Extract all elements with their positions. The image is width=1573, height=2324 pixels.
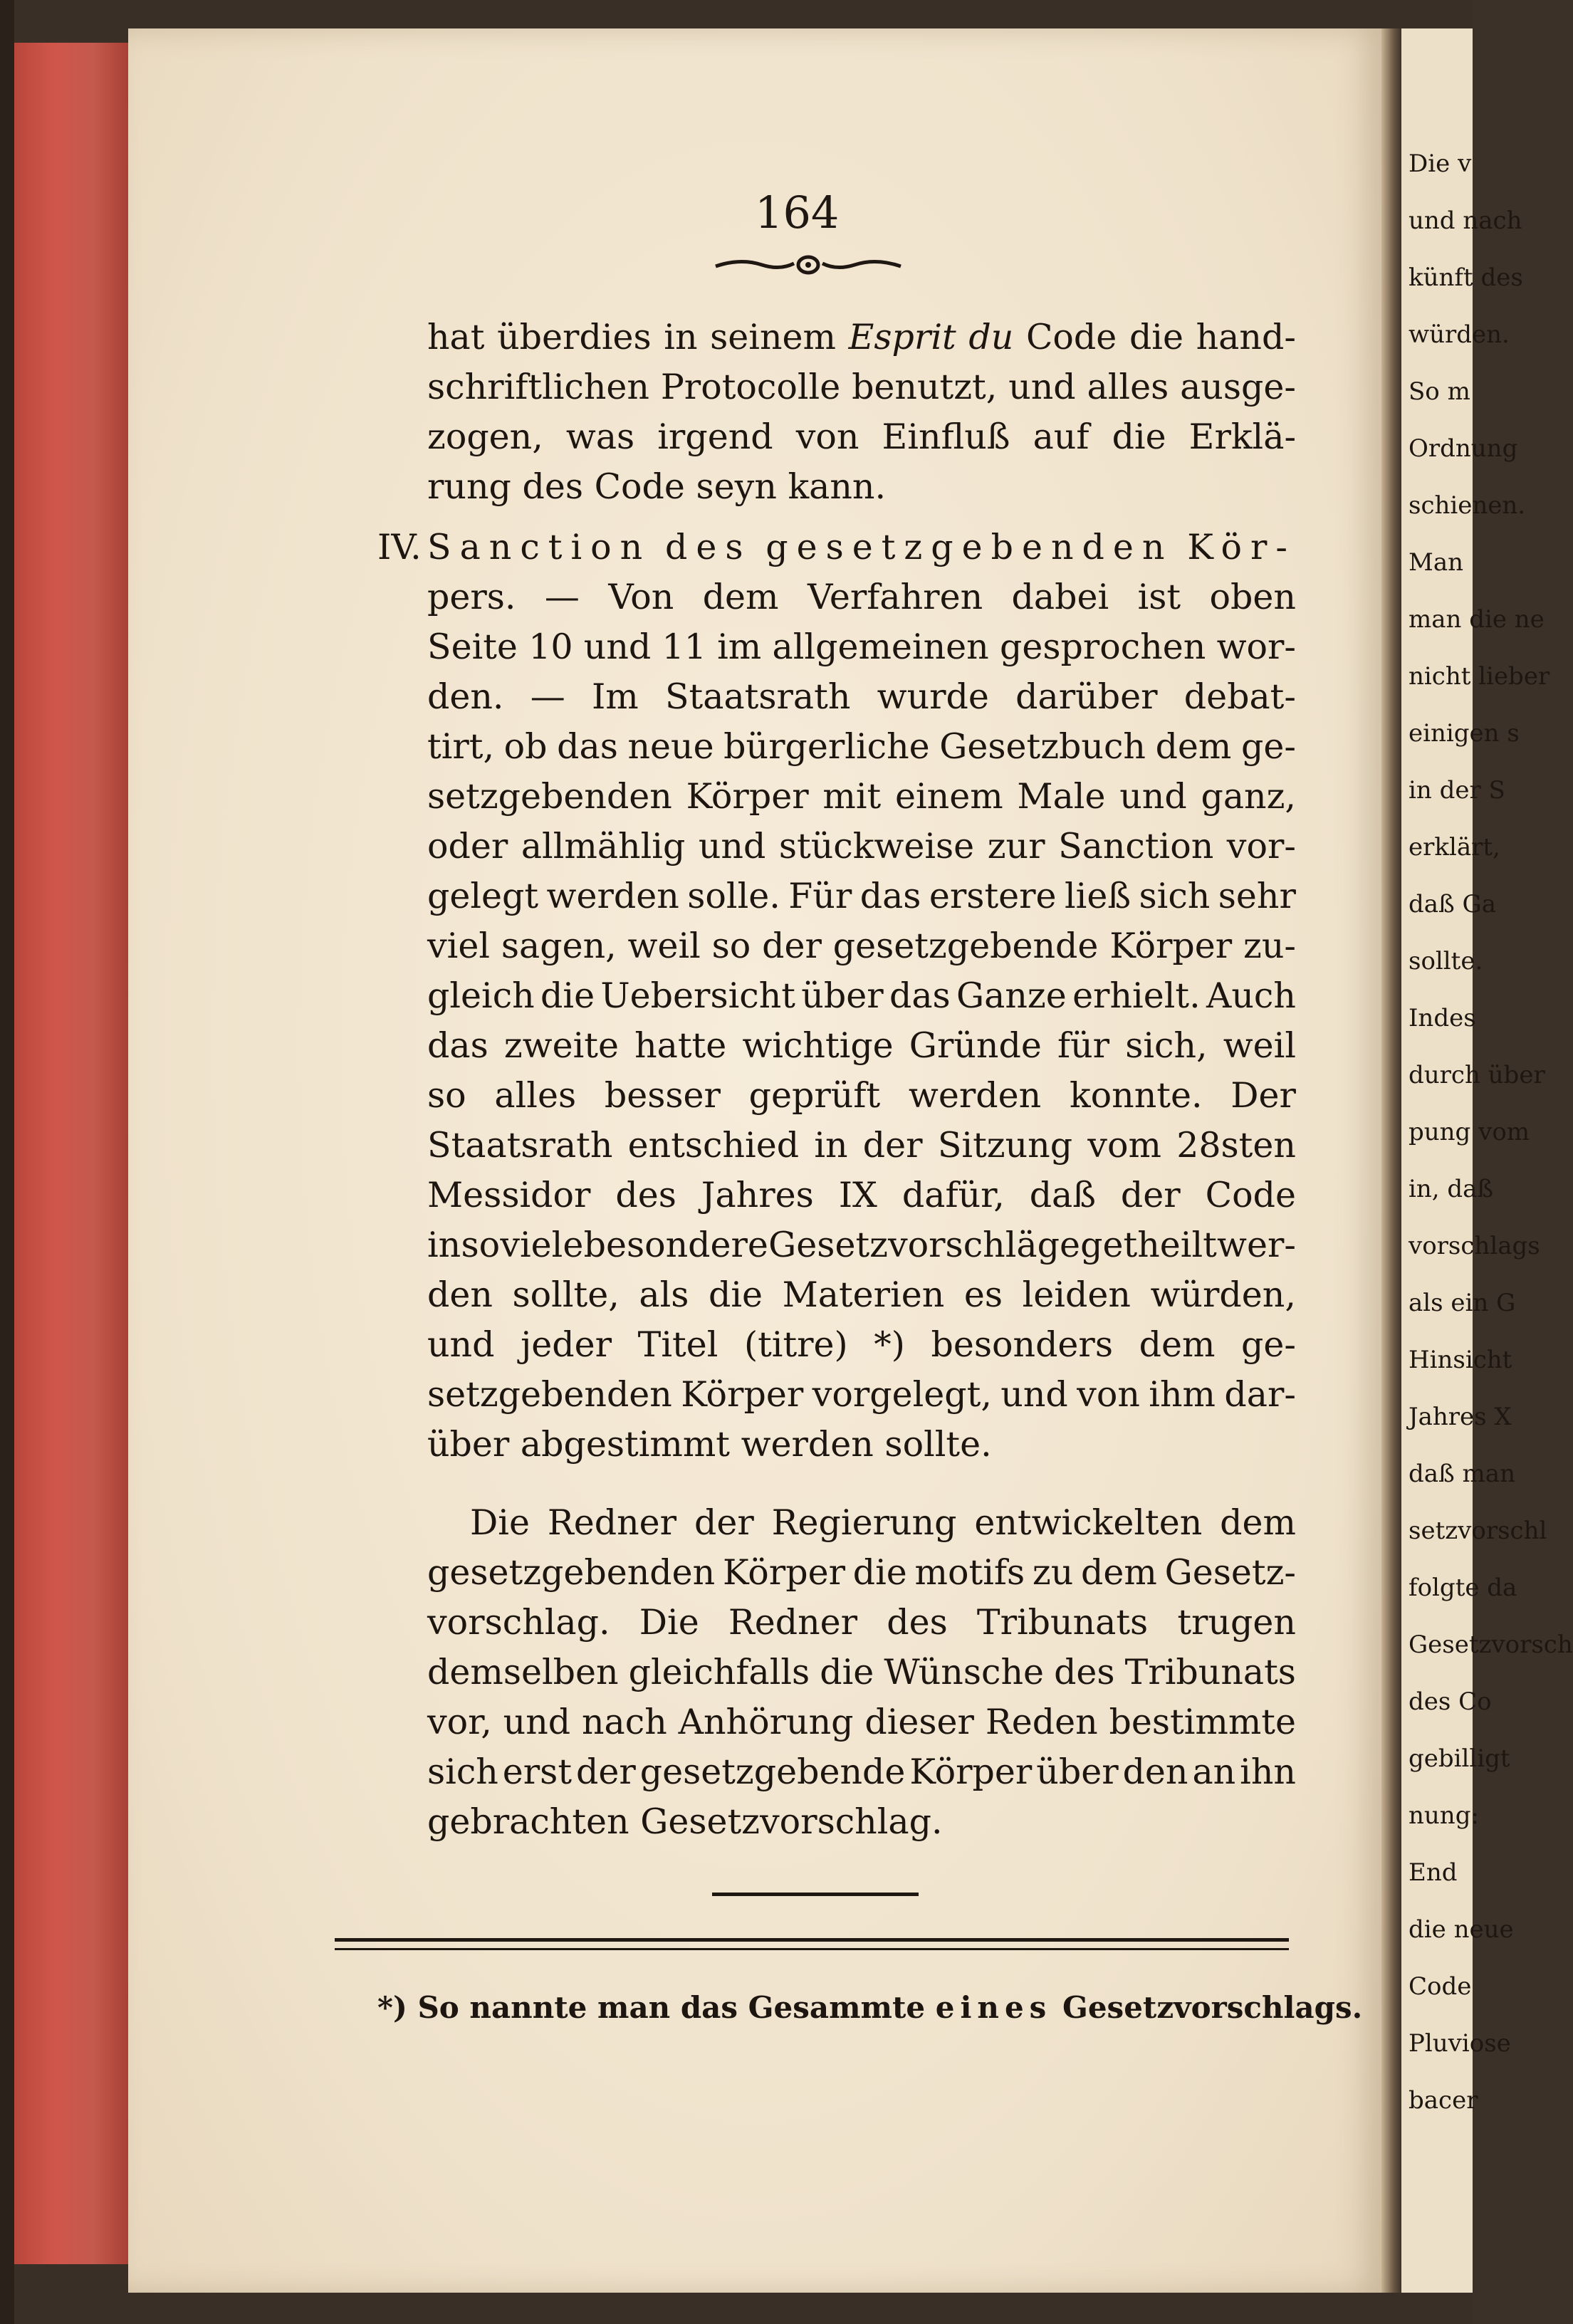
adjacent-page-line: Ordnung: [1409, 434, 1518, 463]
adjacent-page-line: setzvorschl: [1409, 1517, 1547, 1545]
text-line: Seite 10 und 11 im allgemeinen gesprochen wor-: [427, 627, 1296, 667]
text-line: hat überdies in seinem Esprit du Code die hand-: [427, 317, 1296, 357]
adjacent-page-line: und nach: [1409, 206, 1522, 235]
footnote-text-before: So nannte man das Gesammte: [417, 1990, 926, 2025]
adjacent-page-line: Die v: [1409, 150, 1472, 178]
section-rule: [712, 1893, 919, 1896]
text-line: das zweite hatte wichtige Gründe für sich, weil: [427, 1025, 1296, 1066]
text-line: schriftlichen Protocolle benutzt, und alles ausge-: [427, 367, 1296, 407]
text-line: den. — Im Staatsrath wurde darüber debat-: [427, 676, 1296, 717]
adjacent-page-line: nicht lieber: [1409, 662, 1550, 691]
adjacent-page-line: erklärt,: [1409, 833, 1500, 862]
footnote-text-spaced: eines: [935, 1990, 1052, 2025]
ornament-icon: [712, 251, 904, 279]
adjacent-page-line: nung:: [1409, 1801, 1479, 1830]
text-line: gelegt werden solle. Für das erstere ließ sich sehr: [427, 876, 1296, 916]
footnote: [377, 1990, 1362, 2025]
text-line: setzgebenden Körper vorgelegt, und von ihm dar-: [427, 1374, 1296, 1415]
adjacent-page-line: Hinsicht: [1409, 1346, 1512, 1374]
adjacent-page-line: folgte da: [1409, 1574, 1517, 1602]
text-line: vorschlag. Die Redner des Tribunats trugen: [427, 1602, 1296, 1643]
adjacent-page-line: bacer: [1409, 2086, 1478, 2115]
footnote-text-after: Gesetzvorschlags.: [1062, 1990, 1363, 2025]
text-line: sich erst der gesetzgebende Körper über den an ihn: [427, 1752, 1296, 1792]
section-label: IV.: [377, 527, 422, 567]
text-line: pers. — Von dem Verfahren dabei ist oben: [427, 577, 1296, 617]
adjacent-page-line: als ein G: [1409, 1289, 1516, 1317]
page-number: 164: [755, 187, 840, 239]
adjacent-page-line: pung vom: [1409, 1118, 1530, 1146]
red-page-edges: [14, 43, 128, 2264]
footnote-marker: *): [377, 1990, 407, 2025]
adjacent-page-line: schienen.: [1409, 491, 1526, 520]
adjacent-page-line: Man: [1409, 548, 1463, 577]
adjacent-page-line: sollte.: [1409, 947, 1483, 975]
adjacent-page-line: des Co: [1409, 1687, 1492, 1716]
adjacent-page-line: Code: [1409, 1972, 1472, 2001]
adjacent-page-line: Gesetzvorsch: [1409, 1631, 1573, 1659]
text-line: so alles besser geprüft werden konnte. Der: [427, 1075, 1296, 1116]
footnote-rule-top: [335, 1938, 1289, 1942]
text-line: Staatsrath entschied in der Sitzung vom 28sten: [427, 1125, 1296, 1166]
adjacent-page-line: Jahres X: [1409, 1403, 1512, 1431]
text-line: setzgebenden Körper mit einem Male und ganz,: [427, 776, 1296, 817]
text-line: vor, und nach Anhörung dieser Reden bestimmte: [427, 1702, 1296, 1742]
text-line: oder allmählig und stückweise zur Sanction vor-: [427, 826, 1296, 867]
adjacent-page-line: vorschlags: [1409, 1232, 1540, 1260]
book-binding-edge: [0, 0, 14, 2324]
text-line: zogen, was irgend von Einfluß auf die Erklä-: [427, 417, 1296, 457]
text-line: gleich die Uebersicht über das Ganze erhielt. Auch: [427, 975, 1296, 1016]
adjacent-page-line: man die ne: [1409, 605, 1545, 634]
text-line: Die Redner der Regierung entwickelten dem: [470, 1502, 1296, 1543]
text-line: tirt, ob das neue bürgerliche Gesetzbuch dem ge-: [427, 726, 1296, 767]
adjacent-page-line: Pluviose: [1409, 2029, 1511, 2058]
adjacent-page-fragment: [1401, 28, 1573, 2293]
footnote-rule-bottom: [335, 1948, 1289, 1950]
text-line: über abgestimmt werden sollte.: [427, 1424, 992, 1465]
text-line: Sanction des gesetzgebenden Kör-: [427, 527, 1296, 567]
adjacent-page-line: Indes: [1409, 1004, 1476, 1032]
text-line: Messidor des Jahres IX dafür, daß der Code: [427, 1175, 1296, 1215]
text-line: den sollte, als die Materien es leiden würden,: [427, 1274, 1296, 1315]
text-line: in so viele besondere Gesetzvorschläge getheilt wer-: [427, 1225, 1296, 1265]
adjacent-page-line: künft des: [1409, 263, 1523, 292]
text-line: gebrachten Gesetzvorschlag.: [427, 1801, 943, 1842]
page-gutter: [1381, 28, 1401, 2293]
adjacent-page-line: daß Ga: [1409, 890, 1496, 918]
adjacent-page-line: würden.: [1409, 320, 1510, 349]
text-line: demselben gleichfalls die Wünsche des Tribunats: [427, 1652, 1296, 1692]
adjacent-page-line: in, daß: [1409, 1175, 1494, 1203]
text-line: und jeder Titel (titre) *) besonders dem ge-: [427, 1324, 1296, 1365]
adjacent-page-line: daß man: [1409, 1460, 1515, 1488]
adjacent-page-line: End: [1409, 1858, 1458, 1887]
adjacent-page-line: durch über: [1409, 1061, 1545, 1089]
text-line: gesetzgebenden Körper die motifs zu dem Gesetz-: [427, 1552, 1296, 1593]
adjacent-page-line: einigen s: [1409, 719, 1520, 748]
adjacent-page-line: die neue: [1409, 1915, 1514, 1944]
text-line: rung des Code seyn kann.: [427, 466, 887, 507]
adjacent-page-line: gebilligt: [1409, 1744, 1510, 1773]
adjacent-page-line: So m: [1409, 377, 1470, 406]
text-line: viel sagen, weil so der gesetzgebende Körper zu-: [427, 926, 1296, 966]
adjacent-page-line: in der S: [1409, 776, 1505, 805]
